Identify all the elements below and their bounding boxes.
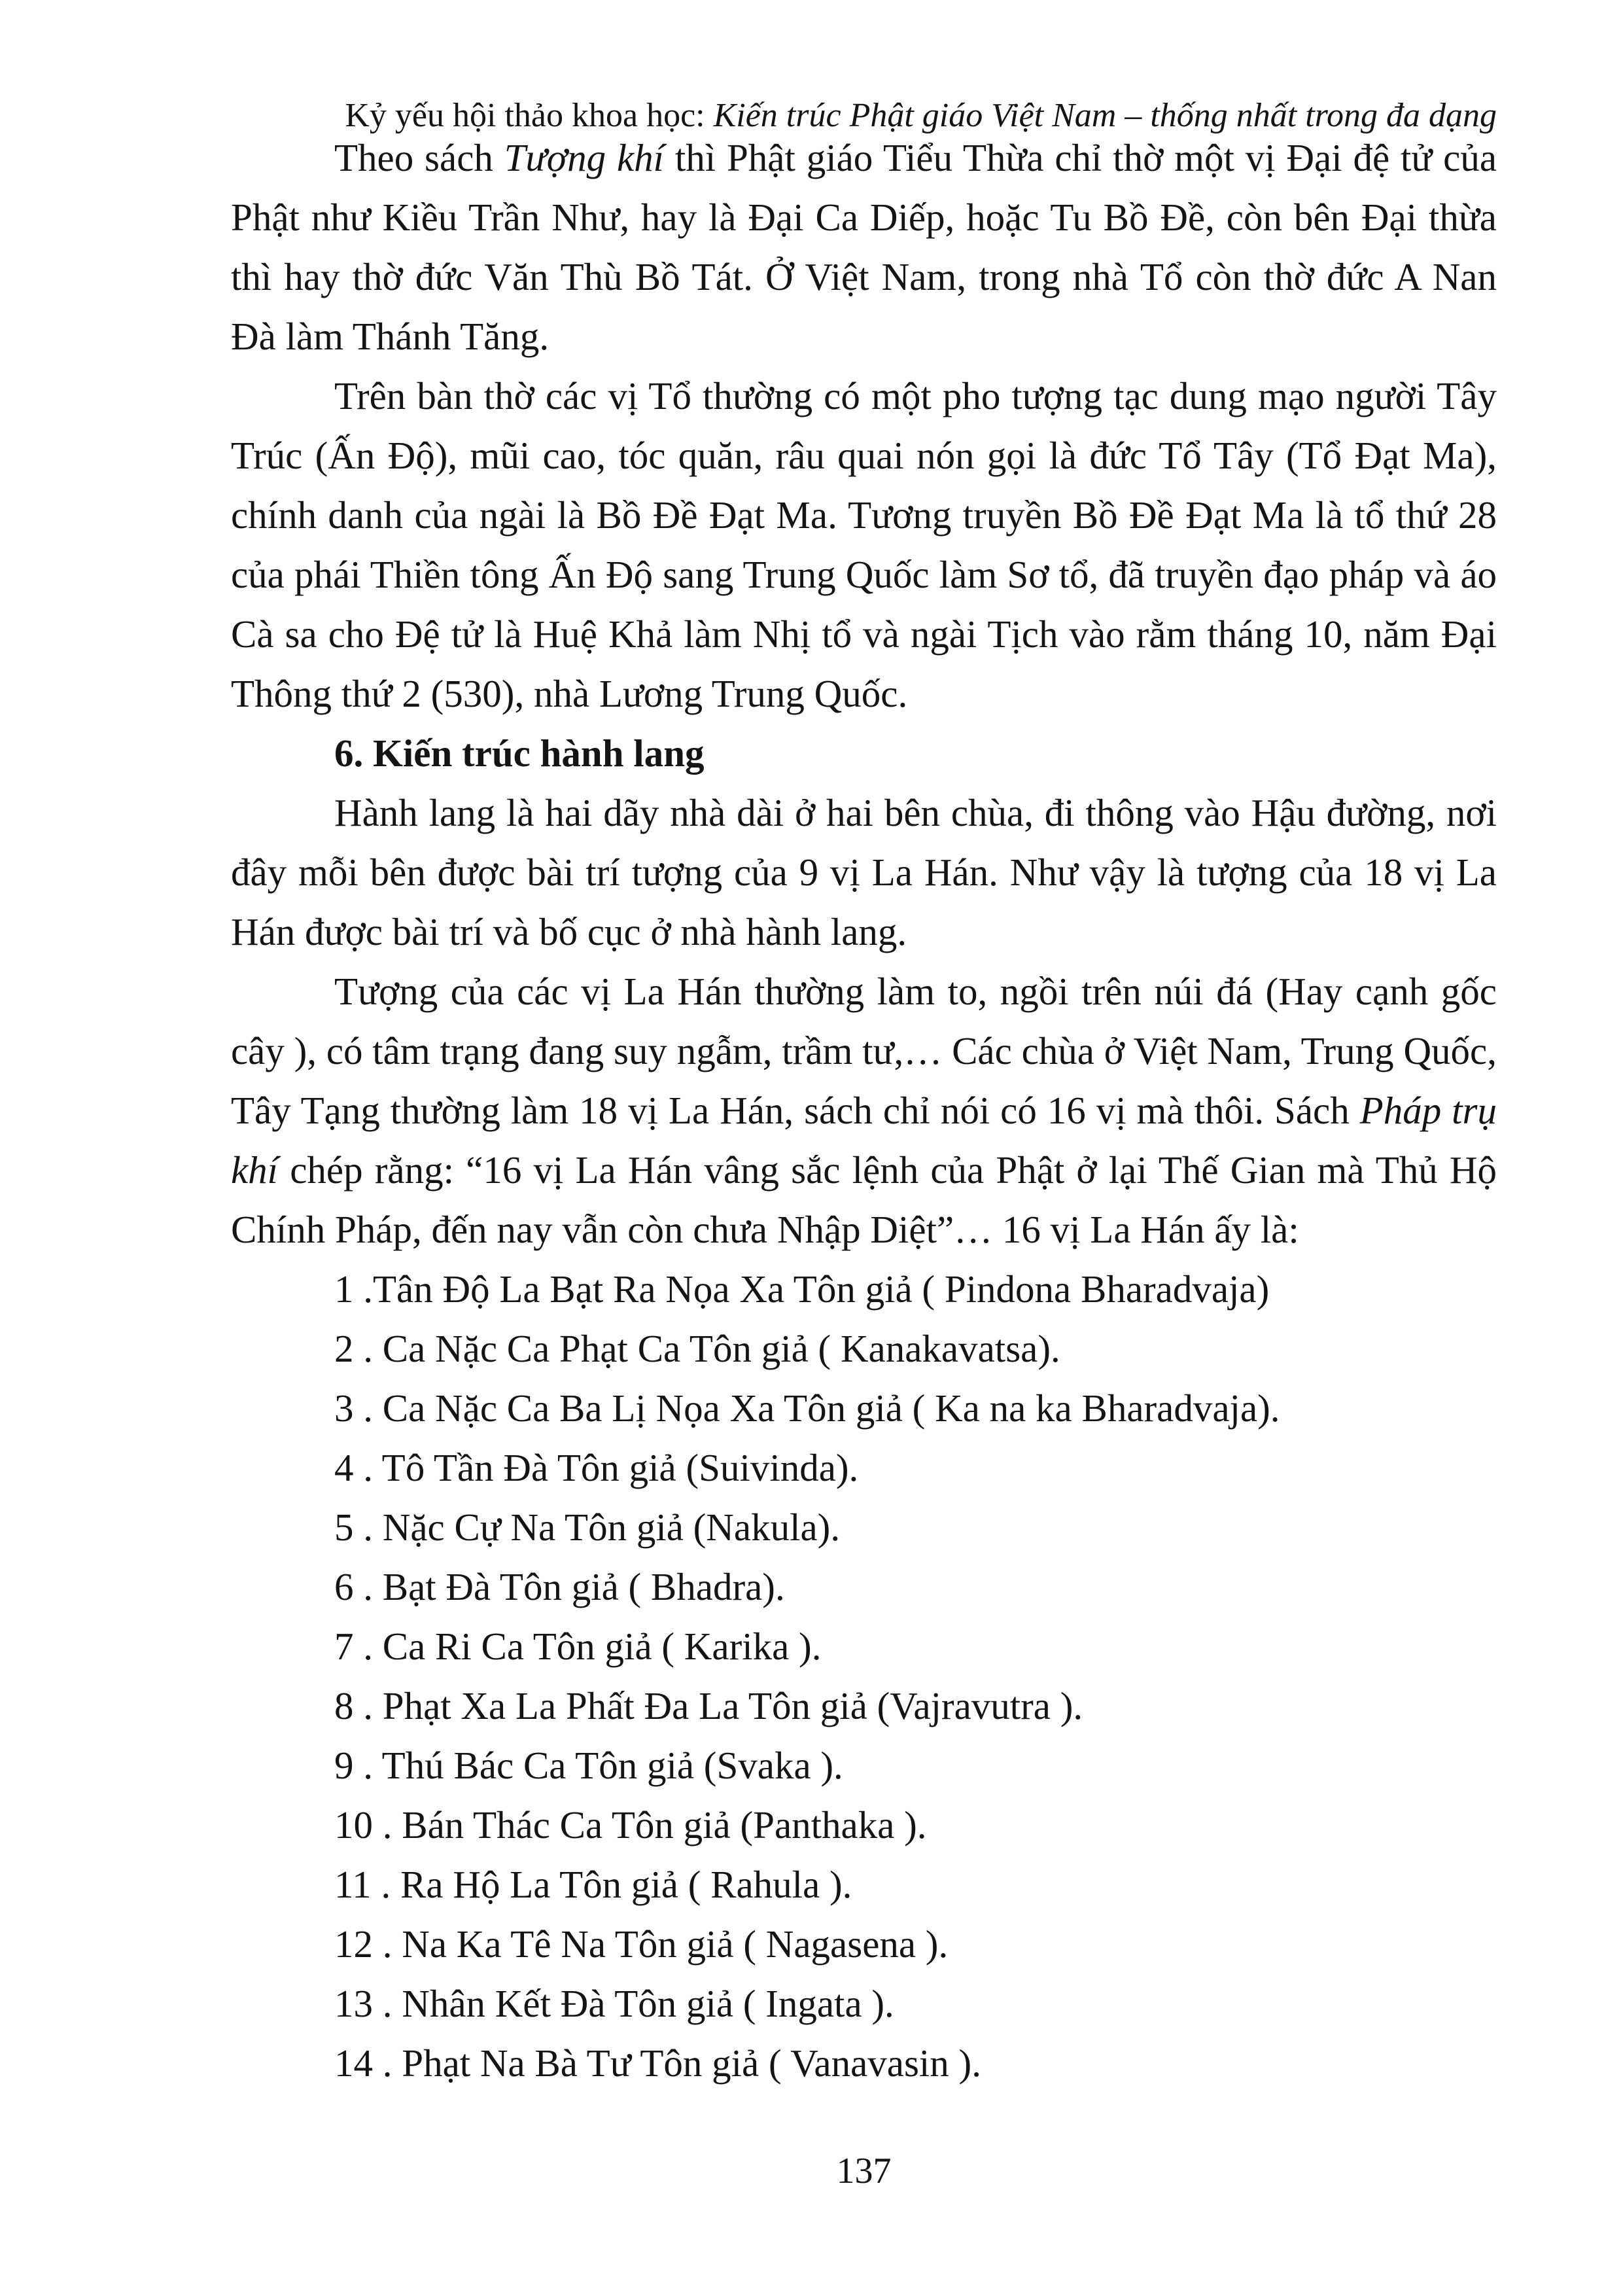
arhat-item-13: 13 . Nhân Kết Đà Tôn giả ( Ingata ). <box>334 1982 894 2025</box>
arhat-item-3: 3 . Ca Nặc Ca Ba Lị Nọa Xa Tôn giả ( Ka na ka Bharadvaja). <box>334 1386 1280 1430</box>
text-run: chép rằng: “16 vị La Hán vâng sắc lệnh của Phật ở lại Thế Gian mà Thủ Hộ Chính Pháp, đến nay vẫn còn chưa Nhập Diệt”… 16 vị La Hán ấy là: <box>231 1148 1497 1251</box>
paragraph-la-han <box>231 962 1497 1260</box>
text-run: Tượng của các vị La Hán thường làm to, ngồi trên núi đá (Hay cạnh gốc cây ), có tâm trạng đang suy ngẫm, trầm tư,… Các chùa ở Việt Nam, Trung Quốc, Tây Tạng thường làm 18 vị La Hán, sách chỉ nói có 16 vị mà thôi. Sách <box>231 970 1497 1132</box>
paragraph-hanh-lang: Hành lang là hai dãy nhà dài ở hai bên chùa, đi thông vào Hậu đường, nơi đây mỗi bên được bài trí tượng của 9 vị La Hán. Như vậy là tượng của 18 vị La Hán được bài trí và bố cục ở nhà hành lang. <box>231 791 1497 953</box>
arhat-item-4: 4 . Tô Tần Đà Tôn giả (Suivinda). <box>334 1446 859 1489</box>
paragraph-tuong-khi <box>231 128 1497 366</box>
header-proceedings-title: Kiến trúc Phật giáo Việt Nam – thống nhất trong đa dạng <box>713 97 1497 134</box>
text-run: thì Phật giáo Tiểu Thừa chỉ thờ một vị Đại đệ tử của Phật như Kiều Trần Như, hay là Đại Ca Diếp, hoặc Tu Bồ Đề, còn bên Đại thừa thì hay thờ đức Văn Thù Bồ Tát. Ở Việt Nam, trong nhà Tổ còn thờ đức A Nan Đà làm Thánh Tăng. <box>231 136 1497 358</box>
book-title-tuong-khi: Tượng khí <box>504 136 665 179</box>
arhat-item-9: 9 . Thú Bác Ca Tôn giả (Svaka ). <box>334 1744 843 1787</box>
book-title-phap-tru-khi: Pháp trụ khí <box>231 1089 1497 1192</box>
arhat-item-10: 10 . Bán Thác Ca Tôn giả (Panthaka ). <box>334 1803 927 1846</box>
arhat-item-2: 2 . Ca Nặc Ca Phạt Ca Tôn giả ( Kanakavatsa). <box>334 1327 1060 1370</box>
section-heading: 6. Kiến trúc hành lang <box>334 732 705 775</box>
arhat-item-8: 8 . Phạt Xa La Phất Đa La Tôn giả (Vajravutra ). <box>334 1684 1083 1727</box>
arhat-item-14: 14 . Phạt Na Bà Tư Tôn giả ( Vanavasin ). <box>334 2041 981 2085</box>
header-prefix: Kỷ yếu hội thảo khoa học: <box>345 97 714 134</box>
arhat-item-11: 11 . Ra Hộ La Tôn giả ( Rahula ). <box>334 1863 852 1906</box>
page-number: 137 <box>836 2151 892 2191</box>
text-run: Theo sách <box>334 136 504 179</box>
arhat-item-7: 7 . Ca Ri Ca Tôn giả ( Karika ). <box>334 1625 822 1668</box>
arhat-item-5: 5 . Nặc Cự Na Tôn giả (Nakula). <box>334 1506 841 1549</box>
paragraph-to-dat-ma: Trên bàn thờ các vị Tổ thường có một pho tượng tạc dung mạo người Tây Trúc (Ấn Độ), mũi cao, tóc quăn, râu quai nón gọi là đức Tổ Tây (Tổ Đạt Ma), chính danh của ngài là Bồ Đề Đạt Ma. Tương truyền Bồ Đề Đạt Ma là tổ thứ 28 của phái Thiền tông Ấn Độ sang Trung Quốc làm Sơ tổ, đã truyền đạo pháp và áo Cà sa cho Đệ tử là Huệ Khả làm Nhị tổ và ngài Tịch vào rằm tháng 10, năm Đại Thông thứ 2 (530), nhà Lương Trung Quốc. <box>231 374 1497 715</box>
arhat-item-1: 1 .Tân Độ La Bạt Ra Nọa Xa Tôn giả ( Pindona Bharadvaja) <box>334 1267 1270 1311</box>
arhat-item-6: 6 . Bạt Đà Tôn giả ( Bhadra). <box>334 1565 785 1608</box>
arhat-item-12: 12 . Na Ka Tê Na Tôn giả ( Nagasena ). <box>334 1922 949 1966</box>
document-body <box>231 128 1497 2093</box>
